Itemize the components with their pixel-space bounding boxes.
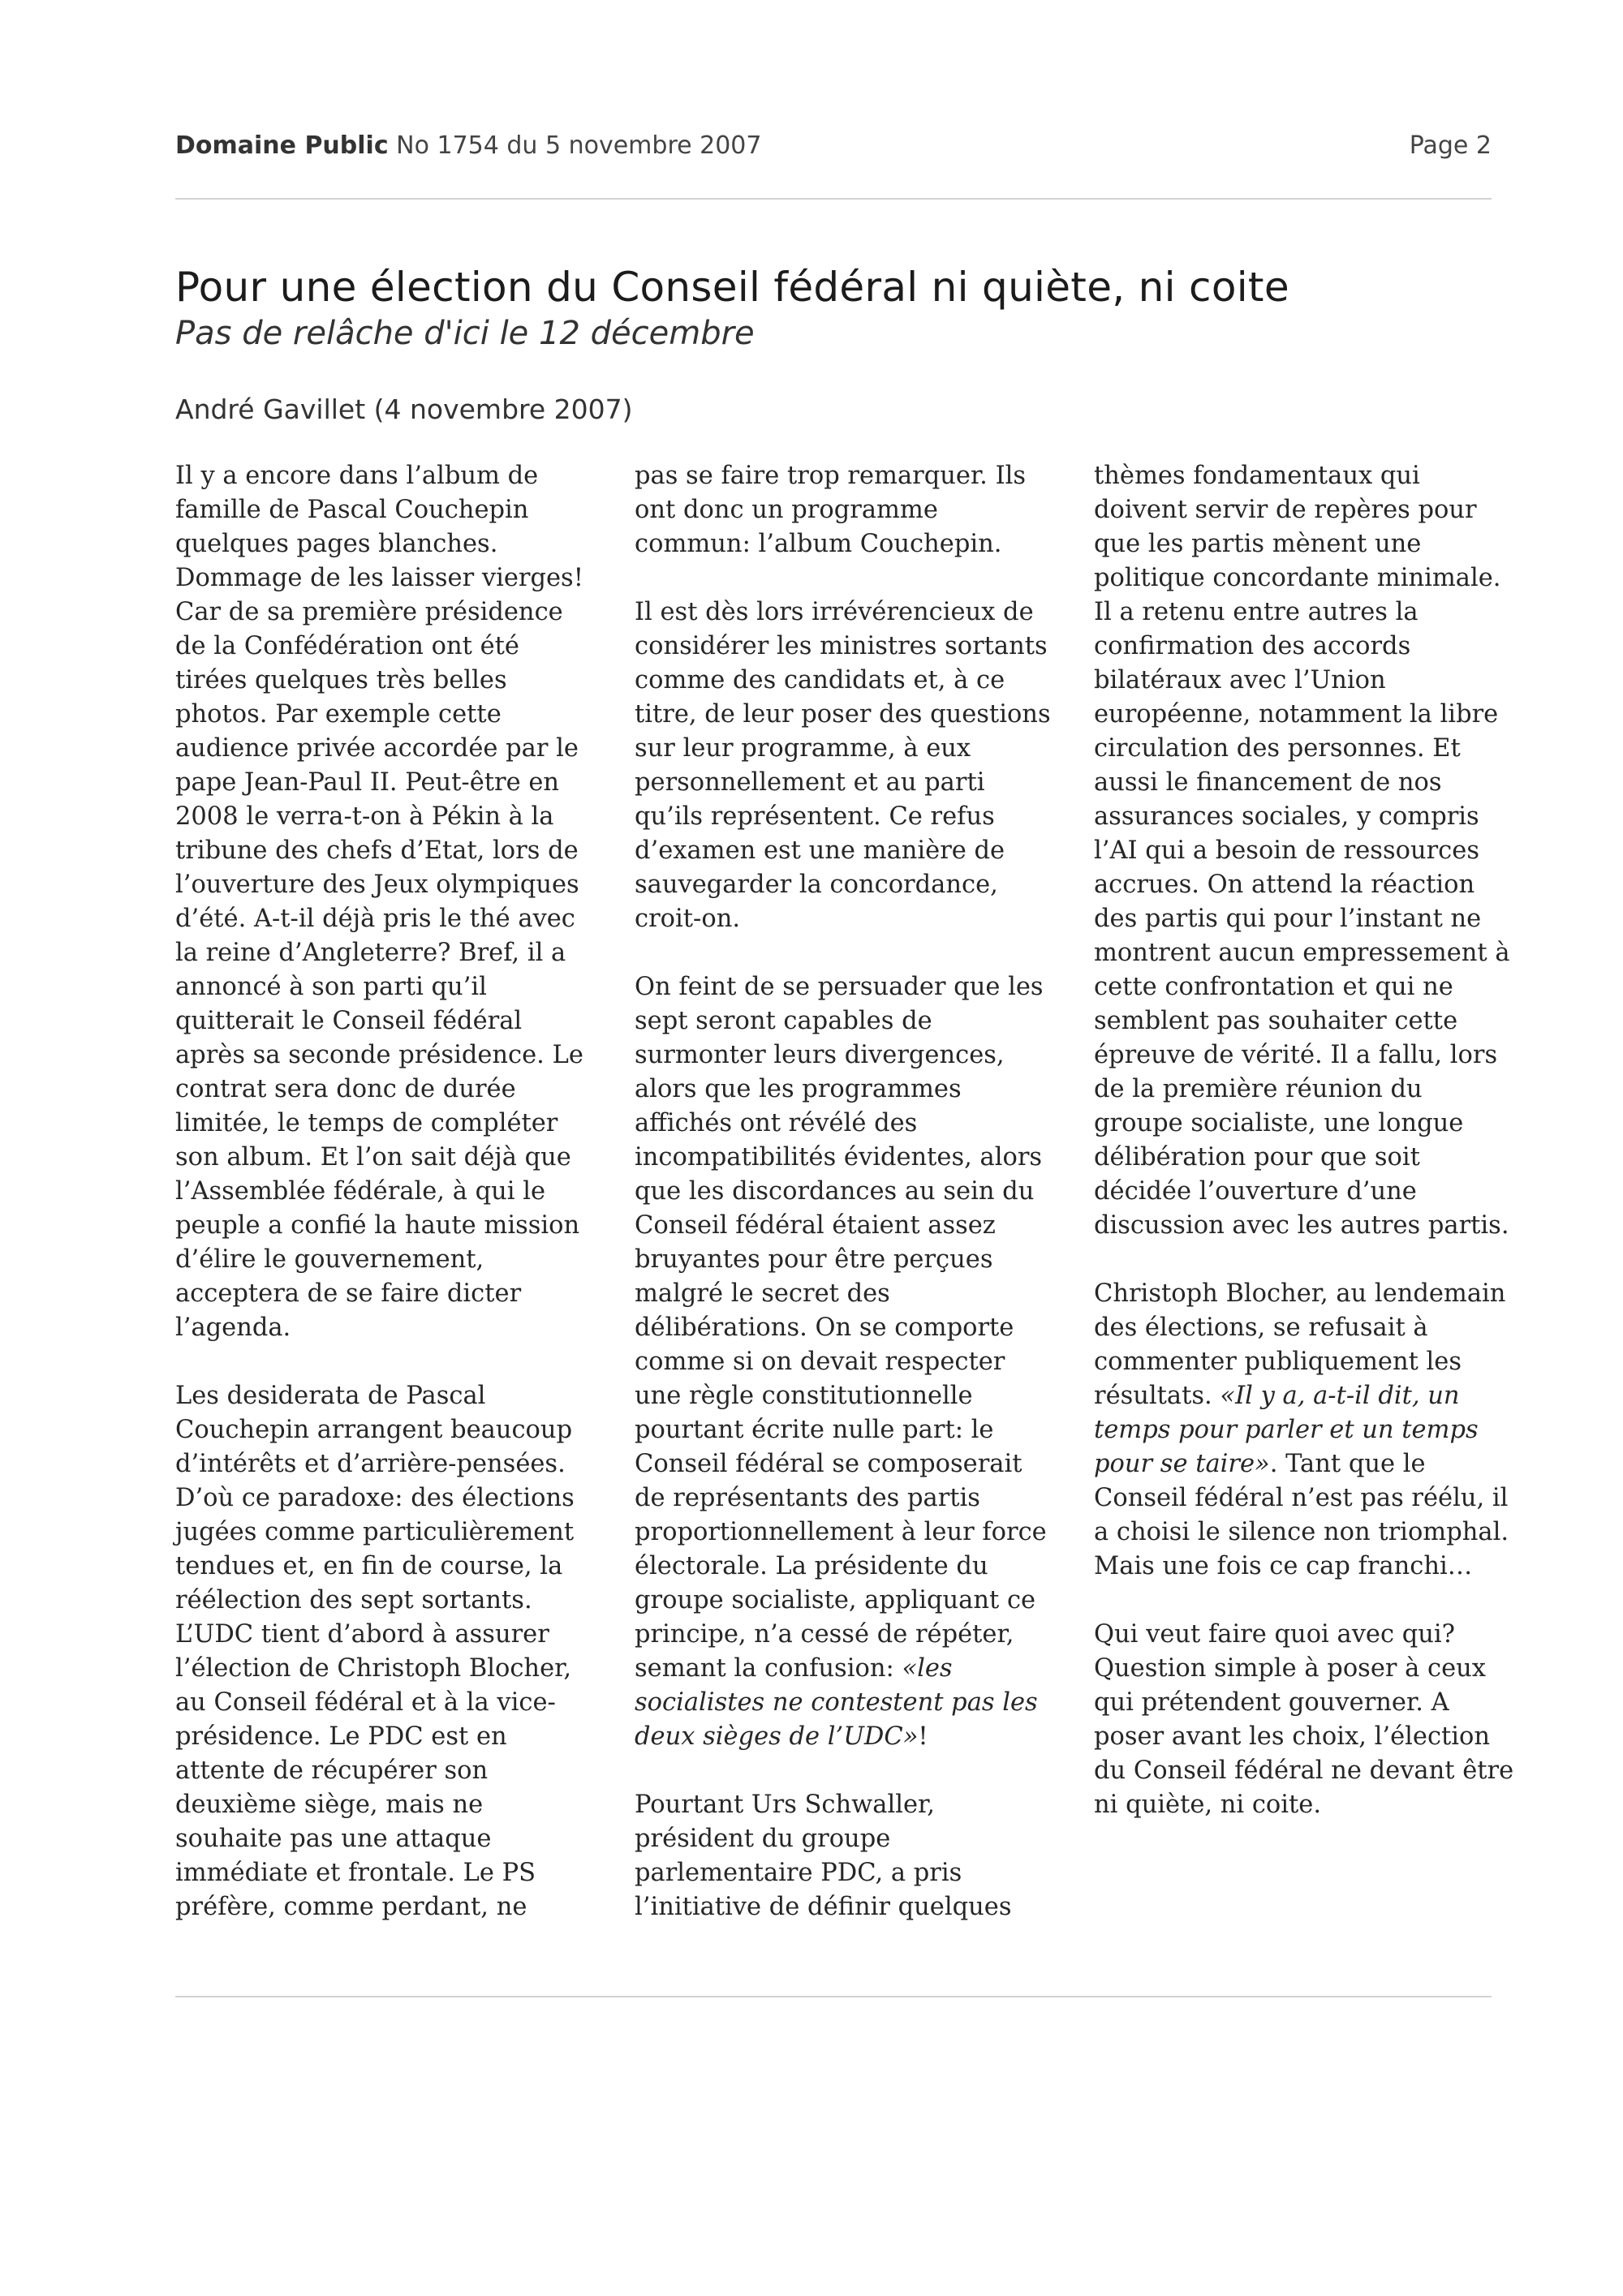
- publication-name: Domaine Public: [175, 131, 389, 160]
- paragraph-text: Pourtant Urs Schwaller, président du groupe parlementaire PDC, a pris l’initiative de définir quelques: [635, 1791, 1012, 1921]
- article-paragraph: [635, 1788, 1057, 1924]
- article-column-1: [175, 459, 597, 1924]
- article-title: Pour une élection du Conseil fédéral ni quiète, ni coite: [175, 264, 1289, 311]
- article-paragraph: [635, 970, 1057, 1754]
- article-column-2: [635, 459, 1057, 1924]
- paragraph-text: On feint de se persuader que les sept seront capables de surmonter leurs divergences, alors que les programmes affichés ont révélé des incompatibilités évidentes, alors que les discordances au sein du Conseil fédéral étaient assez bruyantes pour être perçues malgré le secret des délibérations. On se comporte comme si on devait respecter une règle constitutionnelle pourtant écrite nulle part: le Conseil fédéral se composerait de représentants des partis proportionnellement à leur force électorale. La présidente du groupe socialiste, appliquant ce principe, n’a cessé de répéter, semant la confusion:: [635, 973, 1047, 1683]
- article-paragraph: [175, 459, 597, 1345]
- paragraph-text: Il est dès lors irrévérencieux de considérer les ministres sortants comme des candidats et, à ce titre, de leur poser des questions sur leur programme, à eux personnellement et au parti qu’ils représentent. Ce refus d’examen est une manière de sauvegarder la concordance, croit-on.: [635, 598, 1051, 933]
- paragraph-text: Christoph Blocher, au lendemain des élections, se refusait à commenter publiquement les résultats.: [1094, 1279, 1506, 1410]
- article-body: [175, 459, 1514, 1968]
- paragraph-text: Il y a encore dans l’album de famille de Pascal Couchepin quelques pages blanches. Dommage de les laisser vierges! Car de sa première présidence de la Confédération ont été tirées quelques très belles photos. Par exemple cette audience privée accordée par le pape Jean-Paul II. Peut-être en 2008 le verra-t-on à Pékin à la tribune des chefs d’Etat, lors de l’ouverture des Jeux olympiques d’été. A-t-il déjà pris le thé avec la reine d’Angleterre? Bref, il a annoncé à son parti qu’il quitterait le Conseil fédéral après sa seconde présidence. Le contrat sera donc de durée limitée, le temps de compléter son album. Et l’on sait déjà que l’Assemblée fédérale, à qui le peuple a confié la haute mission d’élire le gouvernement, acceptera de se faire dicter l’agenda.: [175, 462, 583, 1342]
- article-column-3: [1094, 459, 1516, 1822]
- article-paragraph: [635, 595, 1057, 936]
- page-header: [175, 131, 1492, 170]
- quote-text: «Il y a, a-t-il dit, un temps pour parler et un temps pour se taire»: [1094, 1382, 1479, 1478]
- paragraph-text: thèmes fondamentaux qui doivent servir de repères pour que les partis mènent une politique concordante minimale. Il a retenu entre autres la confirmation des accords bilatéraux avec l’Union européenne, notamment la libre circulation des personnes. Et aussi le financement de nos assurances sociales, y compris l’AI qui a besoin de ressources accrues. On attend la réaction des partis qui pour l’instant ne montrent aucun empressement à cette confrontation et qui ne semblent pas souhaiter cette épreuve de vérité. Il a fallu, lors de la première réunion du groupe socialiste, une longue délibération pour que soit décidée l’ouverture d’une discussion avec les autres partis.: [1094, 462, 1510, 1240]
- page-number: Page 2: [1409, 131, 1492, 160]
- article-subtitle: Pas de relâche d'ici le 12 décembre: [175, 315, 755, 352]
- paragraph-text: Qui veut faire quoi avec qui? Question simple à poser à ceux qui prétendent gouverner. A poser avant les choix, l’élection du Conseil fédéral ne devant être ni quiète, ni coite.: [1094, 1620, 1514, 1819]
- paragraph-text: pas se faire trop remarquer. Ils ont donc un programme commun: l’album Couchepin.: [635, 462, 1027, 558]
- article-paragraph: [635, 459, 1057, 561]
- article-paragraph: [1094, 1277, 1516, 1584]
- article-paragraph: [1094, 1618, 1516, 1822]
- paragraph-text: !: [918, 1722, 928, 1751]
- issue-info: No 1754 du 5 novembre 2007: [396, 131, 762, 160]
- paragraph-text: . Tant que le Conseil fédéral n’est pas réélu, il a choisi le silence non triomphal. Mais une fois ce cap franchi…: [1094, 1450, 1509, 1580]
- footer-divider: [175, 1996, 1492, 1997]
- header-divider: [175, 198, 1492, 200]
- article-paragraph: [1094, 459, 1516, 1243]
- quote-text: «les socialistes ne contestent pas les deux sièges de l’UDC»: [635, 1654, 1038, 1751]
- article-paragraph: [175, 1379, 597, 1924]
- article-byline: André Gavillet (4 novembre 2007): [175, 393, 633, 425]
- paragraph-text: Les desiderata de Pascal Couchepin arrangent beaucoup d’intérêts et d’arrière-pensées. D’où ce paradoxe: des élections jugées comme particulièrement tendues et, en fin de course, la réélection des sept sortants. L’UDC tient d’abord à assurer l’élection de Christoph Blocher, au Conseil fédéral et à la vice-présidence. Le PDC est en attente de récupérer son deuxième siège, mais ne souhaite pas une attaque immédiate et frontale. Le PS préfère, comme perdant, ne: [175, 1382, 575, 1921]
